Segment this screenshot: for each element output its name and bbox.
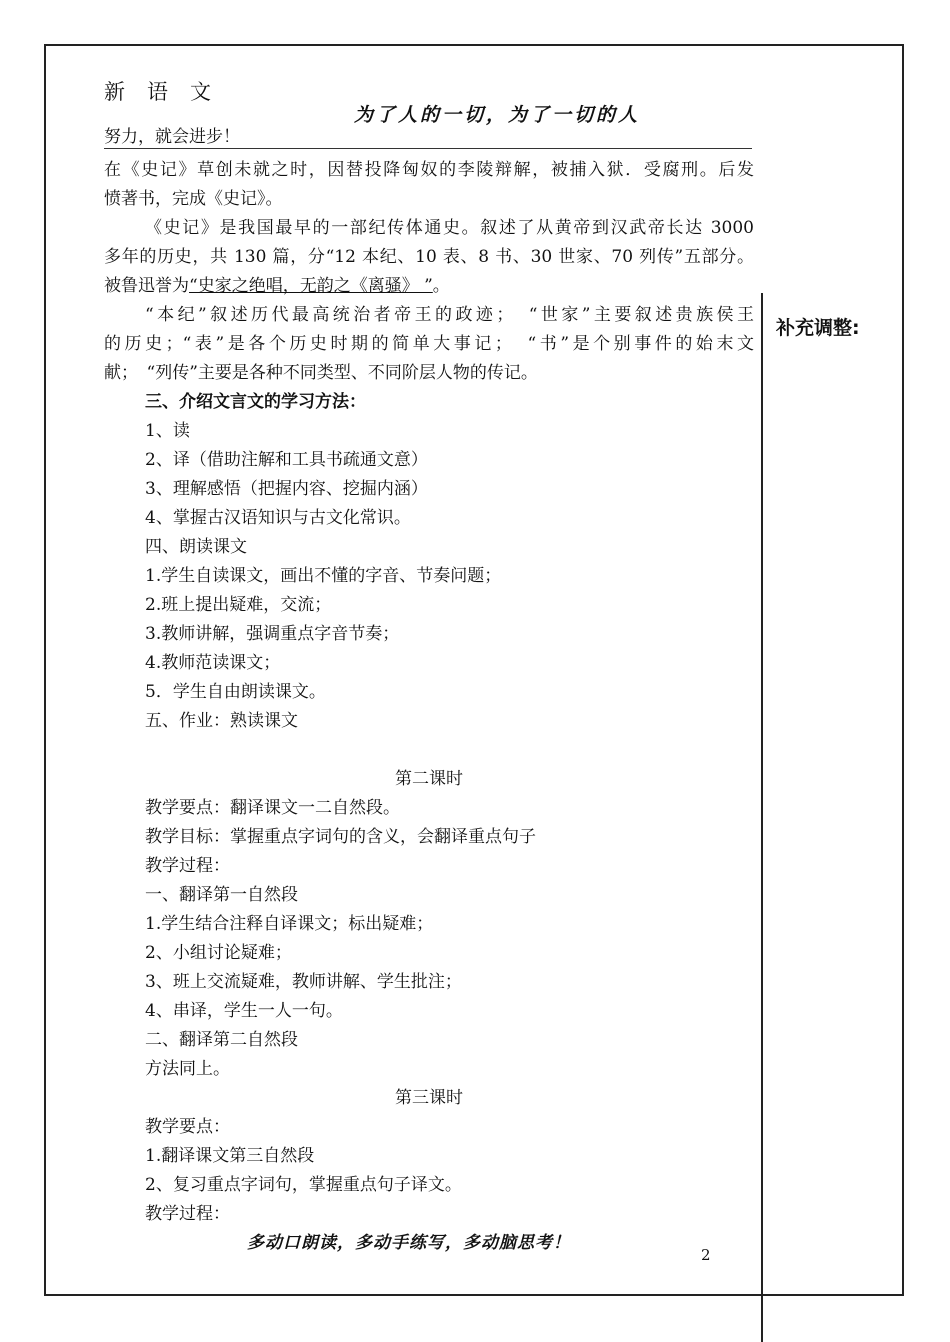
- paragraph-line: [104, 272, 754, 301]
- list-item: 方法同上。: [145, 1059, 230, 1079]
- list-item: 1.翻译课文第三自然段: [145, 1146, 315, 1166]
- list-item: 2、小组讨论疑难；: [145, 943, 292, 963]
- lesson-title: 第二课时: [395, 769, 463, 789]
- list-item: 教学目标：掌握重点字词句的含义，会翻译重点句子: [145, 827, 536, 847]
- list-item: 3、班上交流疑难，教师讲解、学生批注；: [145, 972, 462, 992]
- list-item: 1.学生自读课文，画出不懂的字音、节奏问题；: [145, 566, 502, 586]
- lu-xun-quote: “史家之绝唱，无韵之《离骚》 ”: [189, 276, 433, 296]
- list-item: 1.学生结合注释自译课文；标出疑难；: [145, 914, 434, 934]
- page-number: 2: [701, 1246, 711, 1264]
- list-item: 5．学生自由朗读课文。: [145, 682, 326, 702]
- list-item: 2、复习重点字词句，掌握重点句子译文。: [145, 1175, 462, 1195]
- margin-divider: [761, 293, 763, 1342]
- list-item: 教学过程：: [145, 1204, 230, 1224]
- header-subtitle: 努力，就会进步！: [104, 127, 240, 147]
- list-item: 4.教师范读课文；: [145, 653, 281, 673]
- lesson-title: 第三课时: [395, 1088, 463, 1108]
- paragraph-line: 愤著书，完成《史记》。: [104, 189, 283, 209]
- list-item: 二、翻译第二自然段: [145, 1030, 298, 1050]
- supplement-label: 补充调整:: [776, 317, 860, 339]
- section-heading: 四、朗读课文: [145, 537, 247, 557]
- paragraph-line: 《史记》是我国最早的一部纪传体通史。叙述了从黄帝到汉武帝长达 3000: [145, 218, 754, 238]
- paragraph-line: 多年的历史，共 130 篇，分“12 本纪、10 表、8 书、30 世家、70 列传”五部分。: [104, 247, 754, 267]
- paragraph-line: “本纪”叙述历代最高统治者帝王的政迹； “世家”主要叙述贵族侯王: [145, 305, 754, 325]
- footer-slogan: 多动口朗读，多动手练写，多动脑思考！: [247, 1233, 571, 1253]
- document-body: [104, 156, 754, 1229]
- list-item: 3、理解感悟（把握内容、挖掘内涵）: [145, 479, 428, 499]
- section-heading: 五、作业：熟读课文: [145, 711, 298, 731]
- list-item: 教学过程：: [145, 856, 230, 876]
- header-motto: 为了人的一切，为了一切的人: [354, 104, 641, 126]
- list-item: 4、掌握古汉语知识与古文化常识。: [145, 508, 411, 528]
- header-title: 新语文: [104, 80, 233, 104]
- list-item: 教学要点：翻译课文一二自然段。: [145, 798, 400, 818]
- spacer: [104, 736, 754, 765]
- section-heading: 三、介绍文言文的学习方法：: [145, 392, 366, 412]
- list-item: 4、串译，学生一人一句。: [145, 1001, 343, 1021]
- list-item: 教学要点：: [145, 1117, 230, 1137]
- header-rule: [104, 148, 752, 149]
- text-span: 被鲁迅誉为: [104, 276, 189, 296]
- paragraph-line: 在《史记》草创未就之时，因替投降匈奴的李陵辩解，被捕入狱．受腐刑。后发: [104, 160, 754, 180]
- list-item: 1、读: [145, 421, 190, 441]
- paragraph-line: 献； “列传”主要是各种不同类型、不同阶层人物的传记。: [104, 363, 538, 383]
- list-item: 2、译（借助注解和工具书疏通文意）: [145, 450, 428, 470]
- list-item: 3.教师讲解，强调重点字音节奏；: [145, 624, 400, 644]
- text-span: 。: [432, 276, 450, 296]
- list-item: 2.班上提出疑难，交流；: [145, 595, 332, 615]
- list-item: 一、翻译第一自然段: [145, 885, 298, 905]
- paragraph-line: 的历史；“表”是各个历史时期的简单大事记； “书”是个别事件的始末文: [104, 334, 754, 354]
